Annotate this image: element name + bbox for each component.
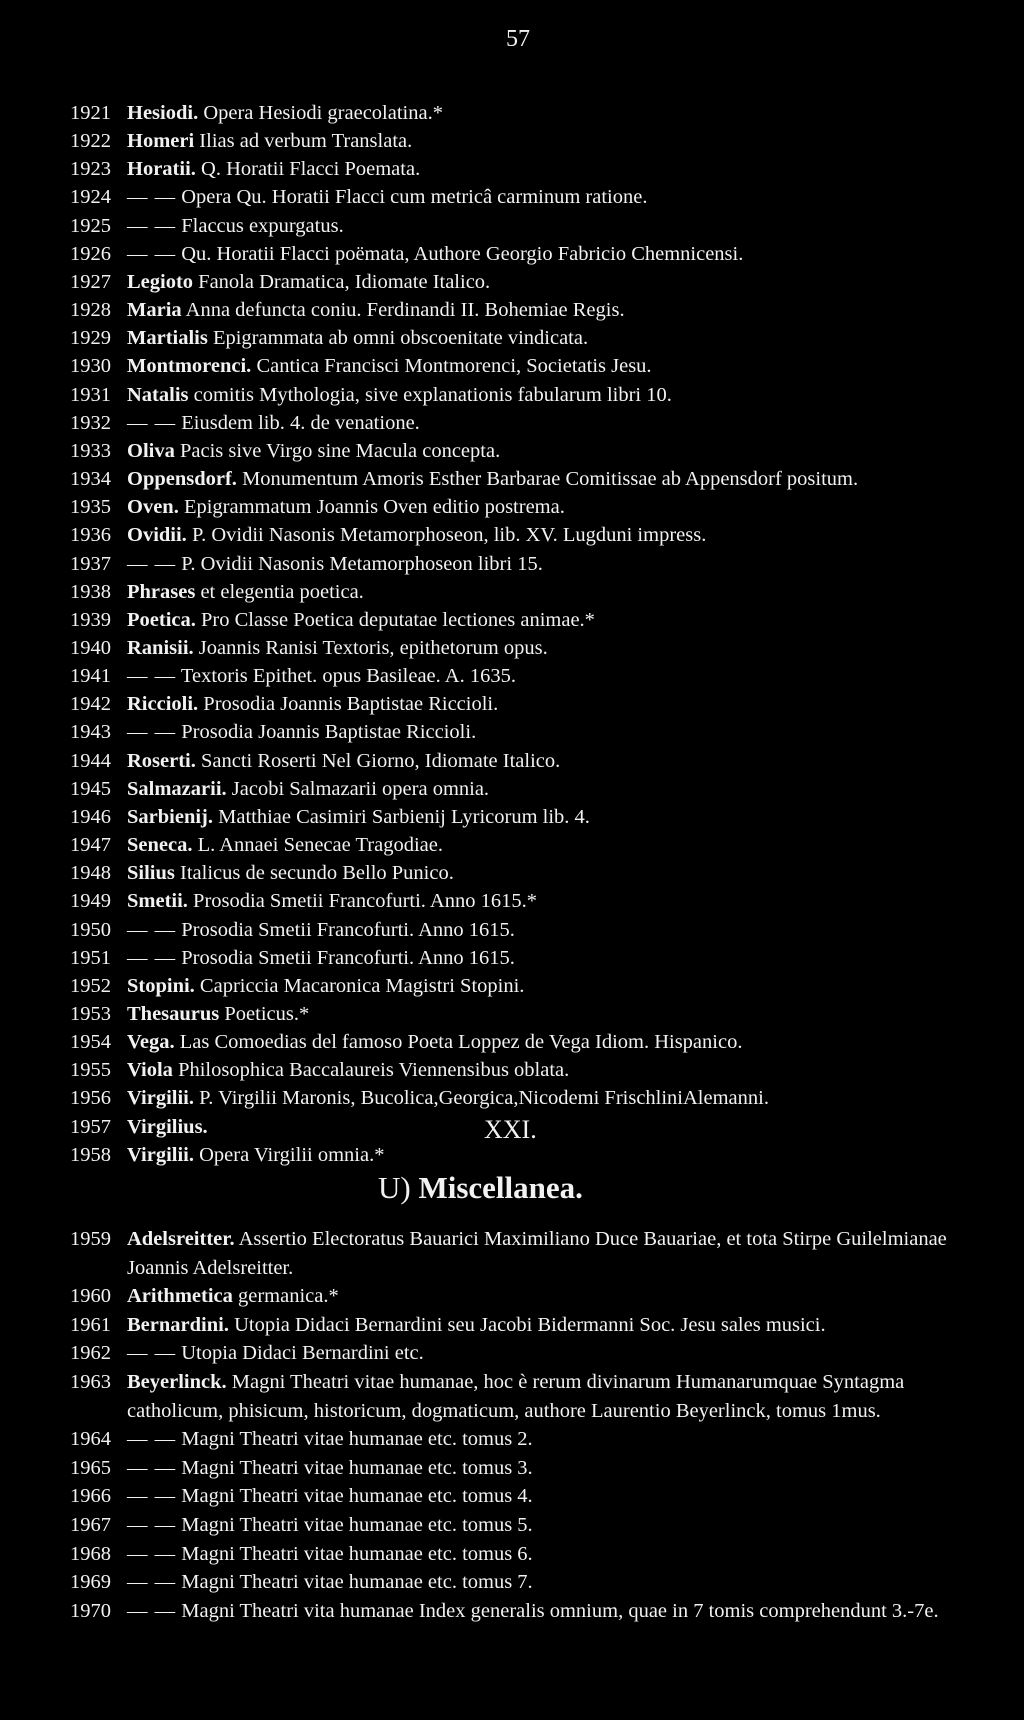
entry-title: Utopia Didaci Bernardini seu Jacobi Bidermanni Soc. Jesu sales musici. bbox=[234, 1313, 826, 1336]
catalog-entry bbox=[70, 916, 970, 944]
entry-number: 1952 bbox=[70, 974, 111, 997]
entry-number: 1939 bbox=[70, 608, 111, 631]
catalog-list-part2 bbox=[70, 1225, 970, 1625]
section-heading bbox=[378, 1170, 583, 1206]
entry-number: 1924 bbox=[70, 186, 111, 209]
entry-author: Virgilius. bbox=[127, 1115, 208, 1138]
entry-title: Las Comoedias del famoso Poeta Loppez de Vega Idiom. Hispanico. bbox=[179, 1031, 743, 1054]
entry-number: 1956 bbox=[70, 1087, 111, 1110]
catalog-entry bbox=[70, 465, 970, 493]
entry-title: Opera Virgilii omnia.* bbox=[199, 1143, 385, 1166]
entry-author: — — bbox=[127, 1571, 177, 1594]
catalog-entry bbox=[70, 324, 970, 352]
entry-number: 1941 bbox=[70, 665, 111, 688]
entry-author: — — bbox=[127, 665, 177, 688]
entry-title: comitis Mythologia, sive explanationis fabularum libri 10. bbox=[193, 383, 672, 406]
entry-body bbox=[127, 1084, 970, 1112]
entry-author: — — bbox=[127, 411, 177, 434]
entry-number: 1955 bbox=[70, 1059, 111, 1082]
entry-number: 1934 bbox=[70, 468, 111, 491]
entry-body bbox=[127, 1339, 970, 1368]
entry-author: Oliva bbox=[127, 439, 175, 462]
entry-author: Thesaurus bbox=[127, 1003, 220, 1025]
entry-title: Magni Theatri vita humanae Index generalis omnium, quae in 7 tomis comprehendunt 3.-7e. bbox=[181, 1599, 939, 1622]
entry-author: Natalis bbox=[127, 383, 189, 406]
entry-body bbox=[127, 775, 970, 803]
catalog-entry bbox=[70, 99, 970, 127]
entry-author: Ranisii. bbox=[127, 636, 194, 659]
entry-title: P. Ovidii Nasonis Metamorphoseon, lib. XV. Lugduni impress. bbox=[191, 524, 707, 547]
entry-title: Magni Theatri vitae humanae etc. tomus 7. bbox=[181, 1571, 533, 1594]
entry-body bbox=[127, 1482, 970, 1511]
entry-title: et elegentia poetica. bbox=[200, 580, 364, 603]
entry-body bbox=[127, 662, 970, 690]
entry-body bbox=[127, 1141, 970, 1169]
entry-title: Prosodia Smetii Francofurti. Anno 1615. bbox=[181, 918, 515, 941]
entry-body bbox=[127, 887, 970, 915]
entry-body bbox=[127, 240, 970, 268]
entry-body bbox=[127, 803, 970, 831]
catalog-entry bbox=[70, 1225, 970, 1282]
catalog-entry bbox=[70, 1339, 970, 1368]
catalog-entry bbox=[70, 550, 970, 578]
catalog-entry bbox=[70, 268, 970, 296]
entry-author: Horatii. bbox=[127, 158, 196, 181]
entry-number: 1946 bbox=[70, 805, 111, 828]
entry-number: 1922 bbox=[70, 130, 111, 153]
catalog-entry bbox=[70, 1282, 970, 1311]
entry-number: 1928 bbox=[70, 299, 111, 322]
catalog-entry bbox=[70, 1311, 970, 1340]
catalog-entry bbox=[70, 972, 970, 1000]
catalog-entry bbox=[70, 381, 970, 409]
catalog-entry bbox=[70, 127, 970, 155]
catalog-entry bbox=[70, 831, 970, 859]
entry-number: 1963 bbox=[70, 1370, 111, 1393]
entry-body bbox=[127, 831, 970, 859]
entry-number: 1948 bbox=[70, 862, 111, 885]
entry-number: 1961 bbox=[70, 1313, 111, 1336]
entry-number: 1949 bbox=[70, 890, 111, 913]
entry-title: Philosophica Baccalaureis Viennensibus oblata. bbox=[178, 1059, 570, 1082]
entry-body bbox=[127, 465, 970, 493]
entry-author: Ovidii. bbox=[127, 524, 187, 547]
catalog-entry bbox=[70, 352, 970, 380]
entry-author: — — bbox=[127, 1342, 177, 1365]
entry-title: Pacis sive Virgo sine Macula concepta. bbox=[179, 439, 501, 462]
entry-title: Ilias ad verbum Translata. bbox=[199, 130, 413, 153]
entry-body bbox=[127, 1282, 970, 1311]
entry-title: Prosodia Smetii Francofurti. Anno 1615. bbox=[181, 946, 515, 969]
entry-body bbox=[127, 381, 970, 409]
catalog-entry bbox=[70, 493, 970, 521]
entry-author: Beyerlinck. bbox=[127, 1370, 227, 1393]
entry-title: Magni Theatri vitae humanae etc. tomus 5. bbox=[181, 1513, 533, 1536]
catalog-entry bbox=[70, 1368, 970, 1425]
entry-author: Smetii. bbox=[127, 890, 188, 913]
entry-body bbox=[127, 1056, 970, 1084]
entry-author: — — bbox=[127, 1513, 177, 1536]
entry-author: Vega. bbox=[127, 1031, 175, 1054]
entry-author: — — bbox=[127, 918, 177, 941]
entry-body bbox=[127, 212, 970, 240]
entry-author: Legioto bbox=[127, 270, 194, 293]
catalog-entry bbox=[70, 437, 970, 465]
entry-body bbox=[127, 1511, 970, 1540]
entry-number: 1966 bbox=[70, 1485, 111, 1508]
entry-body bbox=[127, 916, 970, 944]
entry-author: Sarbienij. bbox=[127, 805, 213, 828]
entry-author: Stopini. bbox=[127, 974, 195, 997]
entry-author: — — bbox=[127, 552, 177, 575]
entry-number: 1953 bbox=[70, 1003, 111, 1025]
entry-author: Hesiodi. bbox=[127, 102, 199, 124]
entry-title: Sancti Roserti Nel Giorno, Idiomate Italico. bbox=[201, 749, 561, 772]
entry-number: 1940 bbox=[70, 636, 111, 659]
entry-body bbox=[127, 1028, 970, 1056]
entry-body bbox=[127, 155, 970, 183]
catalog-entry bbox=[70, 296, 970, 324]
entry-body bbox=[127, 1311, 970, 1340]
entry-author: — — bbox=[127, 186, 177, 209]
entry-body bbox=[127, 550, 970, 578]
entry-title: Fanola Dramatica, Idiomate Italico. bbox=[198, 270, 491, 293]
entry-title: Assertio Electoratus Bauarici Maximiliano Duce Bauariae, et tota Stirpe Guilelmianae Joannis Adelsreitter. bbox=[127, 1228, 947, 1279]
entry-author: Roserti. bbox=[127, 749, 196, 772]
catalog-entry bbox=[70, 1056, 970, 1084]
entry-body bbox=[127, 521, 970, 549]
entry-title: Q. Horatii Flacci Poemata. bbox=[201, 158, 421, 181]
entry-author: — — bbox=[127, 1428, 177, 1451]
entry-title: Epigrammata ab omni obscoenitate vindicata. bbox=[212, 327, 589, 350]
entry-body bbox=[127, 747, 970, 775]
entry-number: 1926 bbox=[70, 242, 111, 265]
entry-body bbox=[127, 183, 970, 211]
entry-number: 1945 bbox=[70, 777, 111, 800]
entry-author: Virgilii. bbox=[127, 1087, 194, 1110]
entry-author: Homeri bbox=[127, 130, 195, 153]
entry-number: 1930 bbox=[70, 355, 111, 378]
entry-title: P. Ovidii Nasonis Metamorphoseon libri 15. bbox=[181, 552, 543, 575]
entry-body bbox=[127, 718, 970, 746]
entry-title: L. Annaei Senecae Tragodiae. bbox=[197, 834, 443, 857]
entry-title: Anna defuncta coniu. Ferdinandi II. Bohemiae Regis. bbox=[185, 299, 625, 322]
entry-body bbox=[127, 99, 970, 127]
entry-number: 1927 bbox=[70, 270, 111, 293]
entry-body bbox=[127, 296, 970, 324]
catalog-entry bbox=[70, 1568, 970, 1597]
entry-title: Monumentum Amoris Esther Barbarae Comitissae ab Appensdorf positum. bbox=[242, 468, 859, 491]
entry-body bbox=[127, 944, 970, 972]
entry-title: Jacobi Salmazarii opera omnia. bbox=[231, 777, 490, 800]
entry-author: Poetica. bbox=[127, 608, 196, 631]
entry-body bbox=[127, 972, 970, 1000]
entry-title: Magni Theatri vitae humanae etc. tomus 2. bbox=[181, 1428, 533, 1451]
entry-number: 1969 bbox=[70, 1571, 111, 1594]
catalog-entry bbox=[70, 1084, 970, 1112]
catalog-entry bbox=[70, 212, 970, 240]
catalog-entry bbox=[70, 634, 970, 662]
entry-author: Silius bbox=[127, 862, 175, 885]
entry-number: 1964 bbox=[70, 1428, 111, 1451]
entry-body bbox=[127, 409, 970, 437]
entry-body bbox=[127, 606, 970, 634]
entry-body bbox=[127, 859, 970, 887]
entry-body bbox=[127, 634, 970, 662]
entry-body bbox=[127, 1597, 970, 1626]
section-title: Miscellanea. bbox=[418, 1170, 583, 1205]
entry-number: 1970 bbox=[70, 1599, 111, 1622]
catalog-entry bbox=[70, 1482, 970, 1511]
catalog-entry bbox=[70, 578, 970, 606]
entry-title: Matthiae Casimiri Sarbienij Lyricorum lib. 4. bbox=[218, 805, 590, 828]
catalog-entry bbox=[70, 1141, 970, 1169]
catalog-entry bbox=[70, 803, 970, 831]
entry-title: Flaccus expurgatus. bbox=[181, 214, 344, 237]
entry-title: Textoris Epithet. opus Basileae. A. 1635. bbox=[180, 665, 516, 688]
entry-title: Prosodia Smetii Francofurti. Anno 1615.* bbox=[193, 890, 537, 913]
entry-author: — — bbox=[127, 242, 177, 265]
entry-body bbox=[127, 1000, 970, 1028]
entry-title: Pro Classe Poetica deputatae lectiones animae.* bbox=[201, 608, 595, 631]
entry-number: 1947 bbox=[70, 834, 111, 857]
entry-number: 1965 bbox=[70, 1456, 111, 1479]
entry-number: 1957 bbox=[70, 1115, 111, 1138]
entry-title: Capriccia Macaronica Magistri Stopini. bbox=[199, 974, 525, 997]
catalog-entry bbox=[70, 240, 970, 268]
entry-number: 1954 bbox=[70, 1031, 111, 1054]
entry-body bbox=[127, 1368, 970, 1425]
entry-body bbox=[127, 324, 970, 352]
entry-author: Martialis bbox=[127, 327, 208, 350]
catalog-entry bbox=[70, 1597, 970, 1626]
entry-author: — — bbox=[127, 1456, 177, 1479]
entry-author: — — bbox=[127, 721, 177, 744]
catalog-entry bbox=[70, 1540, 970, 1569]
entry-number: 1962 bbox=[70, 1342, 111, 1365]
entry-author: Maria bbox=[127, 299, 182, 322]
entry-number: 1937 bbox=[70, 552, 111, 575]
catalog-entry bbox=[70, 606, 970, 634]
catalog-entry bbox=[70, 1511, 970, 1540]
entry-number: 1931 bbox=[70, 383, 111, 406]
entry-number: 1960 bbox=[70, 1285, 111, 1308]
entry-number: 1951 bbox=[70, 946, 111, 969]
entry-body bbox=[127, 127, 970, 155]
catalog-entry bbox=[70, 887, 970, 915]
section-roman-numeral: XXI. bbox=[484, 1115, 537, 1144]
entry-title: Epigrammatum Joannis Oven editio postrema. bbox=[183, 496, 565, 519]
entry-number: 1932 bbox=[70, 411, 111, 434]
entry-author: Salmazarii. bbox=[127, 777, 227, 800]
entry-title: Qu. Horatii Flacci poëmata, Authore Georgio Fabricio Chemnicensi. bbox=[181, 242, 744, 265]
entry-number: 1944 bbox=[70, 749, 111, 772]
entry-author: Riccioli. bbox=[127, 693, 199, 716]
entry-number: 1959 bbox=[70, 1228, 111, 1250]
entry-number: 1921 bbox=[70, 102, 111, 124]
catalog-entry bbox=[70, 747, 970, 775]
entry-body bbox=[127, 352, 970, 380]
section-letter: U) bbox=[378, 1170, 411, 1205]
page-number: 57 bbox=[506, 26, 530, 52]
entry-author: — — bbox=[127, 1485, 177, 1508]
catalog-entry bbox=[70, 409, 970, 437]
catalog-entry bbox=[70, 859, 970, 887]
entry-author: Adelsreitter. bbox=[127, 1228, 235, 1250]
entry-author: Bernardini. bbox=[127, 1313, 229, 1336]
entry-number: 1967 bbox=[70, 1513, 111, 1536]
entry-title: Prosodia Joannis Baptistae Riccioli. bbox=[181, 721, 477, 744]
entry-number: 1943 bbox=[70, 721, 111, 744]
catalog-entry bbox=[70, 1028, 970, 1056]
catalog-entry bbox=[70, 1425, 970, 1454]
catalog-entry bbox=[70, 1454, 970, 1483]
entry-number: 1938 bbox=[70, 580, 111, 603]
entry-title: Poeticus.* bbox=[224, 1003, 310, 1025]
entry-author: Oven. bbox=[127, 496, 179, 519]
entry-title: germanica.* bbox=[238, 1285, 339, 1308]
entry-body bbox=[127, 493, 970, 521]
entry-number: 1950 bbox=[70, 918, 111, 941]
catalog-entry bbox=[70, 662, 970, 690]
entry-author: Virgilii. bbox=[127, 1143, 194, 1166]
catalog-entry bbox=[70, 155, 970, 183]
entry-title: P. Virgilii Maronis, Bucolica,Georgica,Nicodemi FrischliniAlemanni. bbox=[199, 1087, 769, 1110]
entry-number: 1923 bbox=[70, 158, 111, 181]
catalog-entry bbox=[70, 521, 970, 549]
entry-author: — — bbox=[127, 1542, 177, 1565]
entry-body bbox=[127, 1425, 970, 1454]
entry-body bbox=[127, 437, 970, 465]
entry-author: Oppensdorf. bbox=[127, 468, 237, 491]
catalog-entry bbox=[70, 183, 970, 211]
entry-number: 1968 bbox=[70, 1542, 111, 1565]
entry-author: Seneca. bbox=[127, 834, 193, 857]
entry-number: 1929 bbox=[70, 327, 111, 350]
entry-title: Opera Hesiodi graecolatina.* bbox=[203, 102, 443, 124]
entry-title: Eiusdem lib. 4. de venatione. bbox=[181, 411, 420, 434]
entry-author: — — bbox=[127, 946, 177, 969]
catalog-list-part1 bbox=[70, 99, 970, 1169]
entry-author: Arithmetica bbox=[127, 1285, 233, 1308]
entry-title: Opera Qu. Horatii Flacci cum metricâ carminum ratione. bbox=[181, 186, 648, 209]
entry-number: 1933 bbox=[70, 439, 111, 462]
entry-author: Viola bbox=[127, 1059, 173, 1082]
entry-title: Magni Theatri vitae humanae etc. tomus 4. bbox=[181, 1485, 533, 1508]
catalog-entry bbox=[70, 944, 970, 972]
entry-title: Magni Theatri vitae humanae etc. tomus 3. bbox=[181, 1456, 533, 1479]
entry-number: 1958 bbox=[70, 1143, 111, 1166]
catalog-entry bbox=[70, 775, 970, 803]
entry-title: Magni Theatri vitae humanae, hoc è rerum divinarum Humanarumquae Syntagma catholicum, phisicum, historicum, dogmaticum, authore Laurentio Beyerlinck, tomus 1mus. bbox=[127, 1370, 905, 1422]
entry-number: 1936 bbox=[70, 524, 111, 547]
entry-number: 1942 bbox=[70, 693, 111, 716]
entry-title: Joannis Ranisi Textoris, epithetorum opus. bbox=[198, 636, 548, 659]
entry-title: Italicus de secundo Bello Punico. bbox=[180, 862, 454, 885]
entry-body bbox=[127, 268, 970, 296]
catalog-entry bbox=[70, 690, 970, 718]
entry-body bbox=[127, 1454, 970, 1483]
entry-author: Montmorenci. bbox=[127, 355, 252, 378]
entry-body bbox=[127, 1225, 970, 1282]
catalog-entry bbox=[70, 718, 970, 746]
entry-title: Prosodia Joannis Baptistae Riccioli. bbox=[203, 693, 499, 716]
entry-author: Phrases bbox=[127, 580, 196, 603]
entry-body bbox=[127, 690, 970, 718]
catalog-entry bbox=[70, 1000, 970, 1028]
entry-body bbox=[127, 1540, 970, 1569]
entry-body bbox=[127, 1568, 970, 1597]
entry-body bbox=[127, 1113, 970, 1141]
entry-author: — — bbox=[127, 1599, 177, 1622]
entry-number: 1935 bbox=[70, 496, 111, 519]
entry-body bbox=[127, 578, 970, 606]
entry-title: Utopia Didaci Bernardini etc. bbox=[181, 1342, 424, 1365]
entry-title: Magni Theatri vitae humanae etc. tomus 6. bbox=[181, 1542, 533, 1565]
entry-title: Cantica Francisci Montmorenci, Societatis Jesu. bbox=[256, 355, 652, 378]
entry-author: — — bbox=[127, 214, 177, 237]
entry-number: 1925 bbox=[70, 214, 111, 237]
